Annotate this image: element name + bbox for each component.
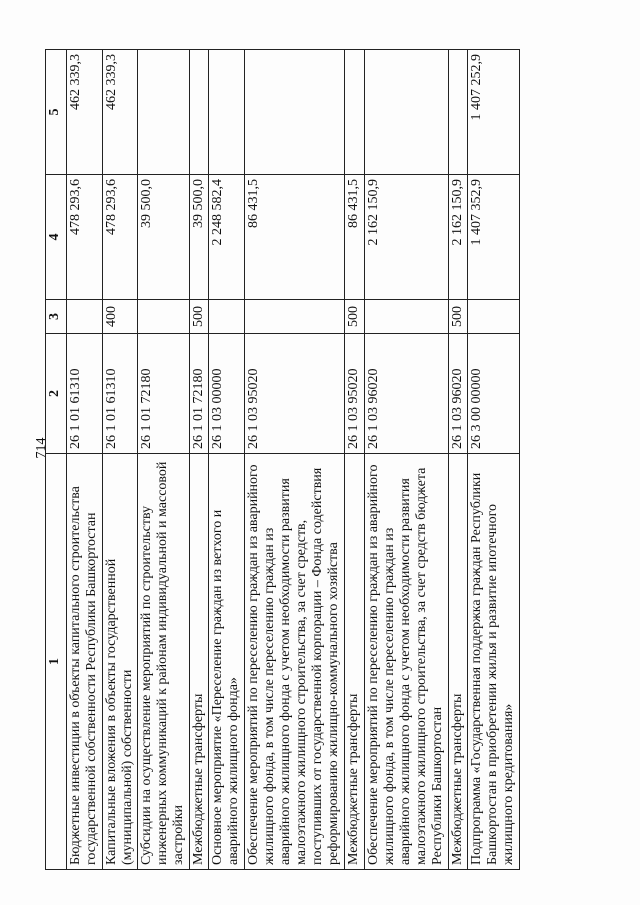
- row-name: Капитальные вложения в объекты государственной (муниципальной) собственности: [102, 454, 138, 870]
- row-sum-5: [244, 50, 345, 175]
- row-sum-4: 39 500,0: [189, 175, 208, 300]
- row-name: Обеспечение мероприятий по переселению граждан из аварийного жилищного фонда, в том числе переселению граждан из аварийного жилищного фонда с учетом необходимости развития малоэтажного жилищного строительства, за счет средств, поступивших от государственной корпорации – Фонда содействия реформированию жилищно-коммунального хозяйства: [244, 454, 345, 870]
- row-sum-4: 39 500,0: [138, 175, 190, 300]
- row-name: Основное мероприятие «Переселение граждан из ветхого и аварийного жилищного фонда»: [209, 454, 245, 870]
- row-sum-4: 86 431,5: [345, 175, 364, 300]
- column-header-5: 5: [46, 50, 67, 175]
- row-group: [67, 300, 103, 334]
- column-header-1: 1: [46, 454, 67, 870]
- row-sum-4: 2 162 150,9: [448, 175, 467, 300]
- table-row: [448, 50, 467, 870]
- row-sum-4: 1 407 352,9: [468, 175, 520, 300]
- rotated-table-page: [45, 50, 520, 870]
- table-row: [67, 50, 103, 870]
- row-sum-5: [345, 50, 364, 175]
- header-row: [46, 50, 67, 870]
- table-row: [364, 50, 448, 870]
- row-group: [209, 300, 245, 334]
- row-sum-4: 2 248 582,4: [209, 175, 245, 300]
- row-group: [138, 300, 190, 334]
- row-sum-4: 86 431,5: [244, 175, 345, 300]
- budget-table: [45, 49, 520, 870]
- row-code: 26 1 01 72180: [189, 334, 208, 454]
- row-group: 500: [189, 300, 208, 334]
- table-row: [209, 50, 245, 870]
- row-sum-4: 2 162 150,9: [364, 175, 448, 300]
- row-sum-5: [209, 50, 245, 175]
- row-code: 26 1 03 96020: [448, 334, 467, 454]
- row-name: Межбюджетные трансферты: [448, 454, 467, 870]
- row-group: [468, 300, 520, 334]
- table-row: [102, 50, 138, 870]
- row-code: 26 1 03 00000: [209, 334, 245, 454]
- row-name: Межбюджетные трансферты: [189, 454, 208, 870]
- row-sum-4: 478 293,6: [102, 175, 138, 300]
- table-row: [189, 50, 208, 870]
- row-group: [244, 300, 345, 334]
- row-code: 26 1 01 72180: [138, 334, 190, 454]
- row-group: [364, 300, 448, 334]
- row-sum-5: [138, 50, 190, 175]
- column-header-2: 2: [46, 334, 67, 454]
- table-row: [244, 50, 345, 870]
- table-row: [468, 50, 520, 870]
- row-name: Подпрограмма «Государственная поддержка граждан Республики Башкортостан в приобретении жилья и развитие ипотечного жилищного кредитования»: [468, 454, 520, 870]
- row-sum-5: 462 339,3: [102, 50, 138, 175]
- row-code: 26 1 01 61310: [102, 334, 138, 454]
- row-sum-5: [448, 50, 467, 175]
- page-number: 714: [34, 437, 49, 459]
- row-sum-5: 462 339,3: [67, 50, 103, 175]
- row-name: Обеспечение мероприятий по переселению граждан из аварийного жилищного фонда, в том числе переселению граждан из аварийного жилищного фонда с учетом необходимости развития малоэтажного жилищного строительства, за счет средств бюджета Республики Башкортостан: [364, 454, 448, 870]
- row-group: 500: [448, 300, 467, 334]
- table-row: [345, 50, 364, 870]
- table-row: [138, 50, 190, 870]
- row-code: 26 1 03 96020: [364, 334, 448, 454]
- row-code: 26 1 01 61310: [67, 334, 103, 454]
- row-sum-5: [364, 50, 448, 175]
- column-header-3: 3: [46, 300, 67, 334]
- row-sum-5: [189, 50, 208, 175]
- row-group: 500: [345, 300, 364, 334]
- row-code: 26 3 00 00000: [468, 334, 520, 454]
- row-name: Бюджетные инвестиции в объекты капитального строительства государственной собственности Республики Башкортостан: [67, 454, 103, 870]
- row-group: 400: [102, 300, 138, 334]
- column-header-4: 4: [46, 175, 67, 300]
- row-name: Межбюджетные трансферты: [345, 454, 364, 870]
- row-code: 26 1 03 95020: [244, 334, 345, 454]
- row-sum-4: 478 293,6: [67, 175, 103, 300]
- row-sum-5: 1 407 252,9: [468, 50, 520, 175]
- row-name: Субсидии на осуществление мероприятий по строительству инженерных коммуникаций к районам индивидуальной и массовой застройки: [138, 454, 190, 870]
- row-code: 26 1 03 95020: [345, 334, 364, 454]
